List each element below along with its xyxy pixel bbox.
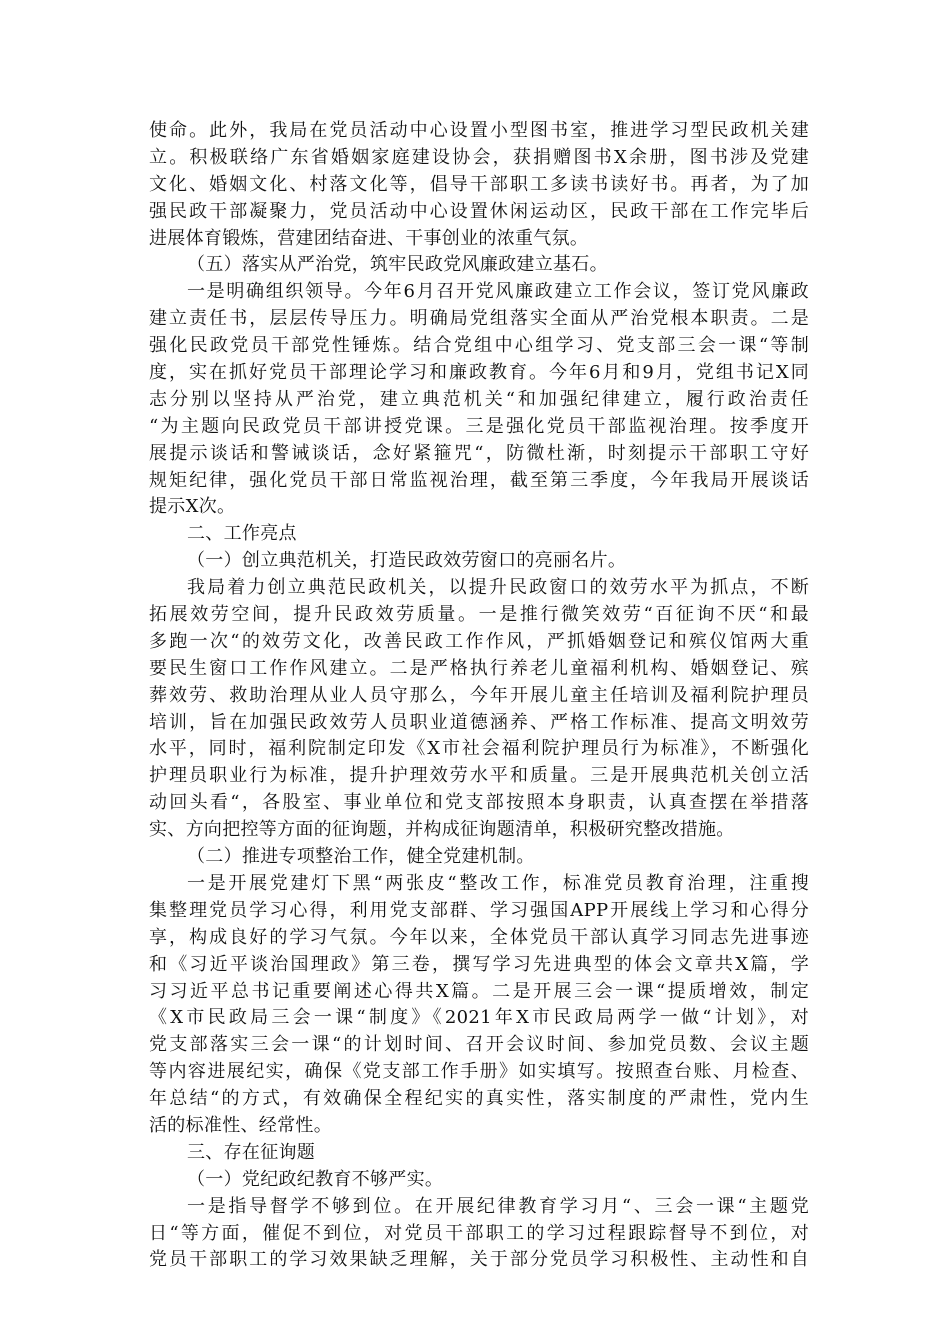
paragraph-line: 强化民政党员干部党性锤炼。结合党组中心组学习、党支部三会一课“等制 <box>149 335 809 357</box>
paragraph-line: （一）创立典范机关，打造民政效劳窗口的亮丽名片。 <box>187 550 627 572</box>
paragraph-line: 提示X次。 <box>149 496 236 518</box>
paragraph-line: 集整理党员学习心得，利用党支部群、学习强国APP开展线上学习和心得分 <box>149 899 809 921</box>
paragraph-line: 《X市民政局三会一课“制度》《2021年X市民政局两学一做“计划》，对 <box>149 1007 809 1029</box>
paragraph-line: 度，实在抓好党员干部理论学习和廉政教育。今年6月和9月，党组书记X同 <box>149 362 809 384</box>
paragraph-line: 志分别以坚持从严治党，建立典范机关“和加强纪律建立，履行政治责任 <box>149 388 809 410</box>
paragraph-line: “为主题向民政党员干部讲授党课。三是强化党员干部监视治理。按季度开 <box>149 415 809 437</box>
paragraph-line: 多跑一次“的效劳文化，改善民政工作作风，严抓婚姻登记和殡仪馆两大重 <box>149 630 809 652</box>
paragraph-line: 拓展效劳空间，提升民政效劳质量。一是推行微笑效劳“百征询不厌“和最 <box>149 604 809 626</box>
paragraph-line: 规矩纪律，强化党员干部日常监视治理，截至第三季度，今年我局开展谈话 <box>149 469 809 491</box>
paragraph-line: 一是开展党建灯下黑“两张皮“整改工作，标准党员教育治理，注重搜 <box>187 872 809 894</box>
paragraph-line: 立。积极联络广东省婚姻家庭建设协会，获捐赠图书X余册，图书涉及党建 <box>149 146 809 168</box>
paragraph-line: 强民政干部凝聚力，党员活动中心设置休闲运动区，民政干部在工作完毕后 <box>149 200 809 222</box>
paragraph-line: 等内容进展纪实，确保《党支部工作手册》如实填写。按照查台账、月检查、 <box>149 1061 809 1083</box>
paragraph-line: 要民生窗口工作作风建立。二是严格执行养老儿童福利机构、婚姻登记、殡 <box>149 657 809 679</box>
paragraph-line: 我局着力创立典范民政机关，以提升民政窗口的效劳水平为抓点，不断 <box>187 577 809 599</box>
paragraph-line: 和《习近平谈治国理政》第三卷，撰写学习先进典型的体会文章共X篇，学 <box>149 953 809 975</box>
paragraph-line: 二、工作亮点 <box>187 523 297 545</box>
paragraph-line: 建立责任书，层层传导压力。明确局党组落实全面从严治党根本职责。二是 <box>149 308 809 330</box>
paragraph-line: 享，构成良好的学习气氛。今年以来，全体党员干部认真学习同志先进事迹 <box>149 926 809 948</box>
paragraph-line: 培训，旨在加强民政效劳人员职业道德涵养、严格工作标准、提高文明效劳 <box>149 711 809 733</box>
paragraph-line: 日“等方面，催促不到位，对党员干部职工的学习过程跟踪督导不到位，对 <box>149 1222 809 1244</box>
document-body <box>149 118 809 1274</box>
paragraph-line: 水平，同时，福利院制定印发《X市社会福利院护理员行为标准》，不断强化 <box>149 738 809 760</box>
paragraph-line: 年总结“的方式，有效确保全程纪实的真实性，落实制度的严肃性，党内生 <box>149 1088 809 1110</box>
paragraph-line: （五）落实从严治党，筑牢民政党风廉政建立基石。 <box>187 254 608 276</box>
paragraph-line: 三、存在征询题 <box>187 1141 316 1163</box>
paragraph-line: 习习近平总书记重要阐述心得共X篇。二是开展三会一课“提质增效，制定 <box>149 980 809 1002</box>
paragraph-line: 葬效劳、救助治理从业人员守那么，今年开展儿童主任培训及福利院护理员 <box>149 684 809 706</box>
paragraph-line: 活的标准性、经常性。 <box>149 1114 332 1136</box>
paragraph-line: （二）推进专项整治工作，健全党建机制。 <box>187 846 535 868</box>
paragraph-line: 动回头看“，各股室、事业单位和党支部按照本身职责，认真查摆在举措落 <box>149 792 809 814</box>
paragraph-line: 党支部落实三会一课“的计划时间、召开会议时间、参加党员数、会议主题 <box>149 1034 809 1056</box>
paragraph-line: （一）党纪政纪教育不够严实。 <box>187 1168 444 1190</box>
paragraph-line: 文化、婚姻文化、村落文化等，倡导干部职工多读书读好书。再者，为了加 <box>149 173 809 195</box>
paragraph-line: 实、方向把控等方面的征询题，并构成征询题清单，积极研究整改措施。 <box>149 819 735 841</box>
paragraph-line: 展提示谈话和警诫谈话，念好紧箍咒“，防微杜渐，时刻提示干部职工守好 <box>149 442 809 464</box>
paragraph-line: 一是指导督学不够到位。在开展纪律教育学习月“、三会一课“主题党 <box>187 1195 809 1217</box>
paragraph-line: 一是明确组织领导。今年6月召开党风廉政建立工作会议，签订党风廉政 <box>187 281 809 303</box>
paragraph-line: 党员干部职工的学习效果缺乏理解，关于部分党员学习积极性、主动性和自 <box>149 1249 809 1271</box>
paragraph-line: 护理员职业行为标准，提升护理效劳水平和质量。三是开展典范机关创立活 <box>149 765 809 787</box>
paragraph-line: 使命。此外，我局在党员活动中心设置小型图书室，推进学习型民政机关建 <box>149 120 809 141</box>
paragraph-line: 进展体育锻炼，营建团结奋进、干事创业的浓重气氛。 <box>149 227 589 249</box>
